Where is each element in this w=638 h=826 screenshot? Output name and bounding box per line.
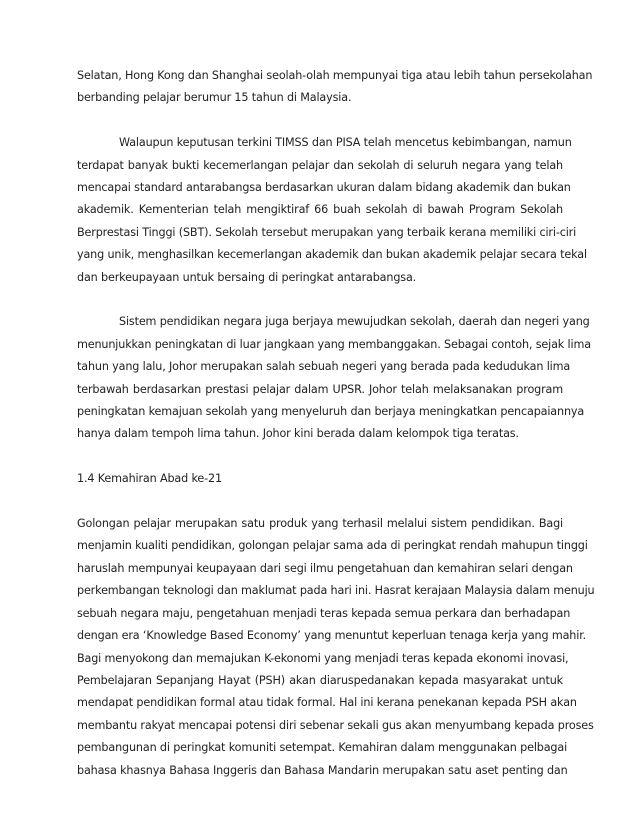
- text-line: Sistem pendidikan negara juga berjaya mewujudkan sekolah, daerah dan negeri yang: [119, 315, 590, 329]
- paragraph-3: [77, 311, 591, 445]
- text-line: Selatan, Hong Kong dan Shanghai seolah-olah mempunyai tiga atau lebih tahun persekolahan: [77, 69, 593, 82]
- text-line: Golongan pelajar merupakan satu produk yang terhasil melalui sistem pendidikan. Bagi: [77, 517, 563, 531]
- text-line: terbawah berdasarkan prestasi pelajar dalam UPSR. Johor telah melaksanakan program: [77, 382, 563, 396]
- text-line: Bagi menyokong dan memajukan K-ekonomi yang menjadi teras kepada ekonomi inovasi,: [77, 651, 569, 665]
- text-line: dan berkeupayaan untuk bersaing di peringkat antarabangsa.: [77, 270, 417, 284]
- text-line: Berprestasi Tinggi (SBT). Sekolah tersebut merupakan yang terbaik kerana memiliki ciri-ciri: [77, 225, 577, 239]
- paragraph-4: [77, 513, 595, 782]
- text-line: tahun yang lalu, Johor merupakan salah sebuah negeri yang berada pada kedudukan lima: [77, 360, 571, 374]
- paragraph-2: [77, 132, 587, 289]
- text-line: Pembelajaran Sepanjang Hayat (PSH) akan diaruspedanakan kepada masyarakat untuk: [77, 673, 563, 687]
- text-line: Walaupun keputusan terkini TIMSS dan PISA telah mencetus kebimbangan, namun: [119, 136, 572, 150]
- document-body: [77, 65, 595, 804]
- text-line: bahasa khasnya Bahasa Inggeris dan Bahasa Mandarin merupakan satu aset penting dan: [77, 763, 568, 777]
- text-line: perkembangan teknologi dan maklumat pada hari ini. Hasrat kerajaan Malaysia dalam menuju: [77, 584, 595, 598]
- paragraph-1: [77, 65, 593, 110]
- text-line: dengan era ‘Knowledge Based Economy’ yang menuntut keperluan tenaga kerja yang mahir.: [77, 629, 587, 643]
- text-line: terdapat banyak bukti kecemerlangan pelajar dan sekolah di seluruh negara yang telah: [77, 158, 563, 172]
- text-line: akademik. Kementerian telah mengiktiraf 66 buah sekolah di bawah Program Sekolah: [77, 203, 563, 217]
- text-line: sebuah negara maju, pengetahuan menjadi teras kepada semua perkara dan berhadapan: [77, 606, 571, 620]
- text-line: yang unik, menghasilkan kecemerlangan akademik dan bukan akademik pelajar secara tekal: [77, 248, 587, 262]
- text-line: mendapat pendidikan formal atau tidak formal. Hal ini kerana penekanan kepada PSH akan: [77, 696, 577, 710]
- text-line: pembangunan di peringkat komuniti setempat. Kemahiran dalam menggunakan pelbagai: [77, 741, 568, 755]
- section-heading: 1.4 Kemahiran Abad ke-21: [77, 472, 222, 486]
- text-line: peningkatan kemajuan sekolah yang menyeluruh dan berjaya meningkatkan pencapaiannya: [77, 405, 585, 419]
- text-line: mencapai standard antarabangsa berdasarkan ukuran dalam bidang akademik dan bukan: [77, 181, 571, 195]
- text-line: membantu rakyat mencapai potensi diri sebenar sekali gus akan menyumbang kepada proses: [77, 718, 594, 732]
- text-line: hanya dalam tempoh lima tahun. Johor kini berada dalam kelompok tiga teratas.: [77, 427, 519, 441]
- text-line: menjamin kualiti pendidikan, golongan pelajar sama ada di peringkat rendah mahupun tinggi: [77, 539, 588, 553]
- text-line: haruslah mempunyai keupayaan dari segi ilmu pengetahuan dan kemahiran selari dengan: [77, 561, 573, 575]
- text-line: menunjukkan peningkatan di luar jangkaan yang membanggakan. Sebagai contoh, sejak lima: [77, 337, 591, 351]
- text-line: berbanding pelajar berumur 15 tahun di Malaysia.: [77, 91, 352, 105]
